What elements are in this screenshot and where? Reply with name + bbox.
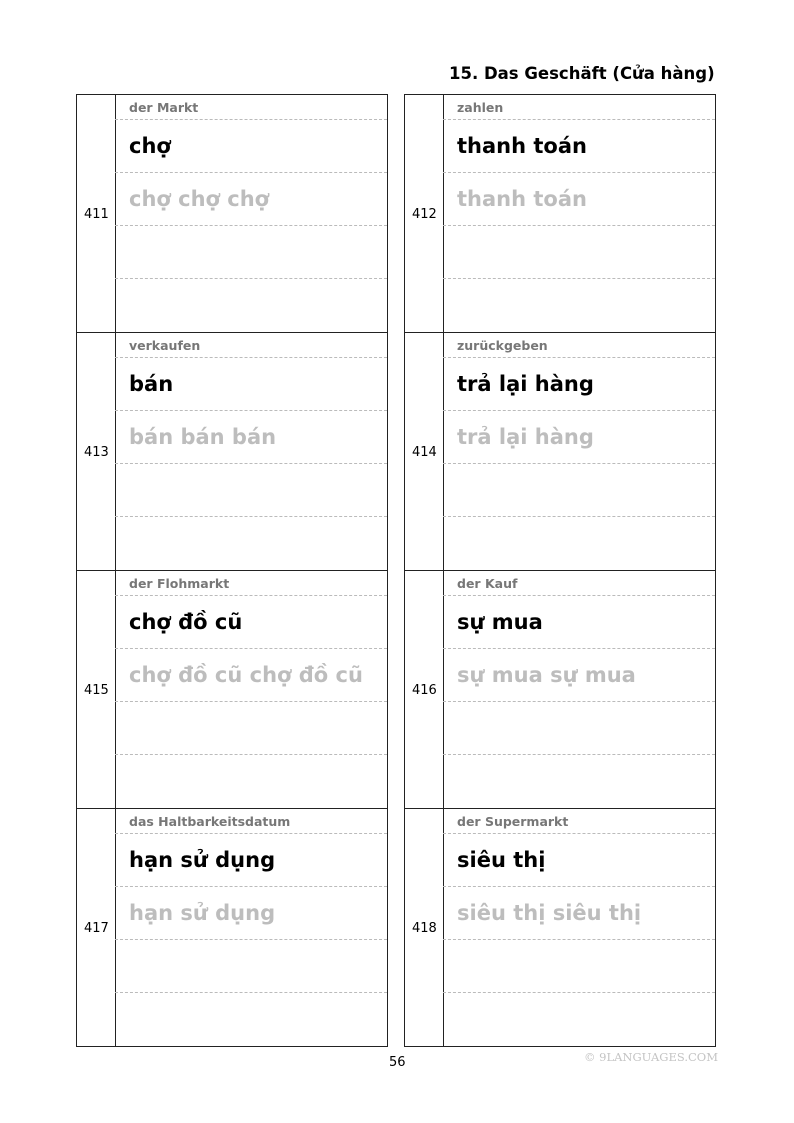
entry-number: 411: [84, 207, 109, 222]
writing-line[interactable]: [115, 755, 387, 807]
column-right: [404, 94, 716, 1047]
writing-line[interactable]: [115, 517, 387, 569]
german-term: der Markt: [129, 100, 199, 115]
tracing-text: thanh toán: [457, 187, 587, 211]
entry-number: 415: [84, 683, 109, 698]
writing-line[interactable]: [115, 940, 387, 993]
german-term: der Flohmarkt: [129, 576, 230, 591]
vocab-entry: [76, 94, 388, 332]
tracing-text: chợ chợ chợ: [129, 187, 270, 211]
writing-line[interactable]: [115, 702, 387, 755]
writing-line[interactable]: [443, 755, 715, 807]
german-term: der Kauf: [457, 576, 518, 591]
copyright-notice: © 9LANGUAGES.COM: [584, 1050, 719, 1064]
column-left: [76, 94, 388, 1047]
german-term: verkaufen: [129, 338, 201, 353]
vocab-entry: [404, 332, 716, 570]
german-term: zurückgeben: [457, 338, 548, 353]
vietnamese-word: chợ: [129, 134, 171, 158]
vietnamese-word: chợ đồ cũ: [129, 610, 243, 634]
writing-line[interactable]: [443, 702, 715, 755]
writing-line[interactable]: [115, 993, 387, 1045]
vietnamese-word: hạn sử dụng: [129, 848, 276, 872]
vietnamese-word: thanh toán: [457, 134, 587, 158]
entry-number: 414: [412, 445, 437, 460]
writing-line[interactable]: [115, 279, 387, 331]
writing-line[interactable]: [115, 226, 387, 279]
tracing-text: sự mua sự mua: [457, 663, 636, 687]
german-term: das Haltbarkeitsdatum: [129, 814, 291, 829]
vietnamese-word: bán: [129, 372, 174, 396]
entry-content: [115, 333, 388, 570]
german-term: der Supermarkt: [457, 814, 569, 829]
writing-line[interactable]: [443, 226, 715, 279]
vietnamese-word: sự mua: [457, 610, 543, 634]
vocab-entry: [404, 94, 716, 332]
entry-number: 418: [412, 921, 437, 936]
vocab-entry: [404, 808, 716, 1047]
writing-line[interactable]: [443, 279, 715, 331]
tracing-text: hạn sử dụng: [129, 901, 276, 925]
writing-line[interactable]: [115, 464, 387, 517]
vocab-entry: [76, 570, 388, 808]
entry-number-cell: [76, 95, 116, 332]
writing-line[interactable]: [443, 940, 715, 993]
vietnamese-word: siêu thị: [457, 848, 546, 872]
entry-number-cell: [404, 571, 444, 808]
writing-line[interactable]: [443, 464, 715, 517]
entry-number: 416: [412, 683, 437, 698]
entry-number-cell: [404, 809, 444, 1046]
entry-number-cell: [76, 333, 116, 570]
tracing-text: bán bán bán: [129, 425, 277, 449]
entry-content: [443, 95, 716, 332]
vocab-entry: [404, 570, 716, 808]
entry-content: [115, 571, 388, 808]
entry-content: [443, 571, 716, 808]
writing-line[interactable]: [443, 517, 715, 569]
page-number: 56: [389, 1055, 406, 1070]
vietnamese-word: trả lại hàng: [457, 372, 594, 396]
entry-number-cell: [76, 809, 116, 1046]
entry-number-cell: [404, 333, 444, 570]
entry-number-cell: [404, 95, 444, 332]
entry-number: 413: [84, 445, 109, 460]
german-term: zahlen: [457, 100, 504, 115]
entry-number: 412: [412, 207, 437, 222]
entry-content: [115, 809, 388, 1046]
tracing-text: trả lại hàng: [457, 425, 594, 449]
entry-number-cell: [76, 571, 116, 808]
entry-content: [115, 95, 388, 332]
writing-line[interactable]: [443, 993, 715, 1045]
tracing-text: siêu thị siêu thị: [457, 901, 642, 925]
entry-content: [443, 333, 716, 570]
entry-number: 417: [84, 921, 109, 936]
page-title: 15. Das Geschäft (Cửa hàng): [449, 64, 715, 83]
tracing-text: chợ đồ cũ chợ đồ cũ: [129, 663, 363, 687]
entry-content: [443, 809, 716, 1046]
vocab-entry: [76, 808, 388, 1047]
vocab-entry: [76, 332, 388, 570]
